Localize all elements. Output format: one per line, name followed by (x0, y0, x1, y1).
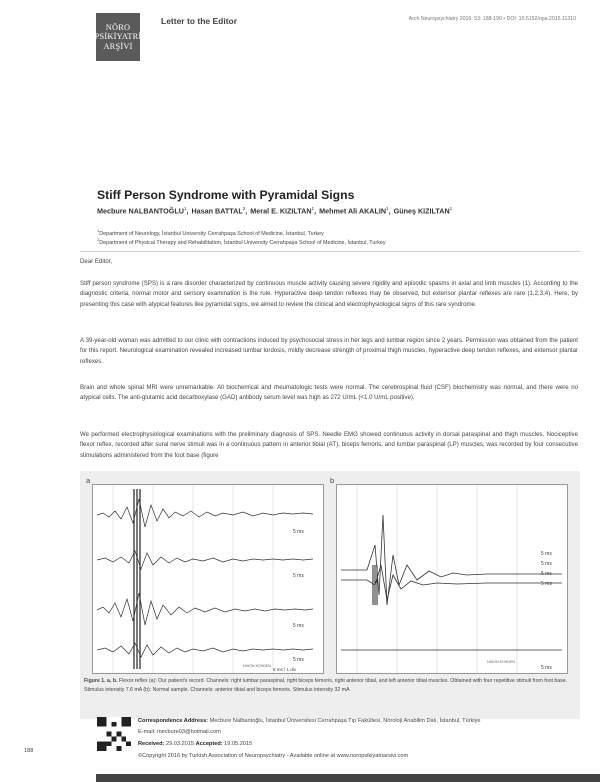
scale-label: 5 ms (541, 665, 552, 671)
author: Hasan BATTAL$^2$, (191, 206, 248, 216)
author: Güneş KIZILTAN$^1$ (393, 206, 453, 216)
author-list (97, 206, 452, 215)
divider (80, 251, 580, 252)
equipment-label: NIHON KOHDEN (243, 664, 271, 668)
scale-label: 5 ms (293, 623, 304, 629)
emg-trace (97, 499, 313, 527)
dates: Received: 29.03.2015 Accepted: 19.05.2015 (138, 741, 253, 747)
caption-text: Flexor reflex (a): Our patient's record. Channels: right lumbar paraspinal, right biceps femoris, right anterior tibial, and left anterior tibial muscles. Obtained with four repetitive stimuli from foot base. Stimulus intensity 7.6 mA (b): Normal sample. Channels: anterior tibial and biceps femoris. Stimulus intensity 32 mA (84, 678, 568, 693)
citation: Arch Neuropsychiatry 2016; 53: 188-190 • DOI: 10.5152/npa.2015.11310 (408, 16, 576, 22)
affiliation: $^1$Department of Neurology, İstanbul University Cerrahpaşa School of Medicine, İstanbul, Turkey (97, 228, 324, 237)
emg-trace (97, 643, 313, 657)
scale-label: 5 ms (541, 561, 552, 567)
logo-line: PSİKİYATRİ (94, 32, 142, 42)
email: E-mail: mecbure03@hotmail.com (138, 729, 221, 735)
scale-label: 5 ms (293, 573, 304, 579)
figure-caption (84, 677, 574, 695)
paragraph: Brain and whole spinal MRI were unremarkable. All biochemical and rheumatologic tests were normal. The cerebrospinal fluid (CSF) biochemistry was normal, and there were no atypical cells. The anti-glutamic acid decarboxylase (GAD) antibody serum level was high as 272 U/mL (<1.0 U/mL positive). (80, 384, 578, 402)
correspondence: Correspondence Address: Mecbure Nalbantoğlu, İstanbul Üniversitesi Cerrahpaşa Tıp Fakültesi, Nöroloji Anabilim Dalı, İstanbul, Türkiye (138, 718, 481, 724)
emg-traces-b (337, 485, 567, 673)
scale-label: 5 ms (541, 551, 552, 557)
scale-label: 5 ms (541, 571, 552, 577)
emg-traces-a (93, 485, 323, 673)
section-label: Letter to the Editor (161, 16, 238, 26)
logo-line: ARŞİVİ (103, 41, 133, 51)
panel-label-a: a (86, 476, 91, 485)
author: Mecbure NALBANTOĞLU$^1$, (97, 206, 189, 216)
author: Mehmet Ali AKALIN$^1$, (319, 206, 391, 216)
article-title: Stiff Person Syndrome with Pyramidal Signs (97, 188, 355, 202)
emg-trace (341, 515, 562, 605)
emg-panel-a (92, 484, 324, 674)
author: Meral E. KIZILTAN$^1$, (250, 206, 317, 216)
emg-panel-b (336, 484, 568, 674)
emg-trace (341, 565, 562, 600)
paragraph: We performed electrophysiological examinations with the preliminary diagnosis of SPS. Needle EMG showed continuous activity in dorsal paraspinal and thigh muscles. Nociceptive flexor reflex, recorded after sural nerve stimuli was in a continuous pattern in anterior tibial (AT), biceps femoris, and lumbar paraspinal (LP) muscles, was recorded by four consecutive stimulations administered from the foot base (figure (80, 431, 578, 459)
equipment-label: NIHON KOHDEN (487, 660, 515, 664)
emg-trace (97, 593, 313, 625)
paragraph: A 39-year-old woman was admitted to our clinic with contractions induced by psychosocial stress in her legs and lumbar region since 2 years. Permission was obtained from the patient for this report. Neurological examination revealed increased lumbar lordosis, mildly decrease strength of proximal thigh muscles, hyperactive deep tendon reflexes, and extensor plantar reflexes. (80, 337, 578, 365)
logo-line: NÖRO (105, 22, 131, 32)
paragraph: Stiff person syndrome (SPS) is a rare disorder characterized by continuous muscle activity causing severe rigidity and episodic spasms in axial and limb muscles (1). According to the diagnostic criteria, normal motor and sensory examination is the rule. Hyperactive deep tendon reflexes may be observed, but extensor plantar reflexes are rare (1,2,3,4). Here, by presenting this case with atypical features like pyramidal signs, we aimed to review the clinical and electrophysiological signs of this rare syndrome. (80, 280, 578, 308)
emg-trace (97, 551, 313, 569)
scale-label: 5 ms (293, 657, 304, 663)
scale-label: 5 ms / 1 div (273, 667, 297, 672)
page-number: 188 (24, 748, 34, 754)
scale-label: 5 ms (541, 581, 552, 587)
salutation: Dear Editor, (80, 258, 113, 265)
qr-code-icon (97, 717, 131, 751)
scale-label: 5 ms (293, 529, 304, 535)
journal-logo (96, 13, 140, 61)
caption-label: Figure 1. a, b. (84, 678, 118, 684)
panel-label-b: b (330, 476, 335, 485)
footer-bar (96, 774, 600, 782)
copyright: ©Copyright 2016 by Turkish Association of Neuropsychiatry - Available online at www.noropsikiyatriarsivi.com (138, 753, 409, 759)
affiliation: $^2$Department of Physical Therapy and Rehabilitation, İstanbul University Cerrahpaşa School of Medicine, İstanbul, Turkey (97, 237, 386, 246)
